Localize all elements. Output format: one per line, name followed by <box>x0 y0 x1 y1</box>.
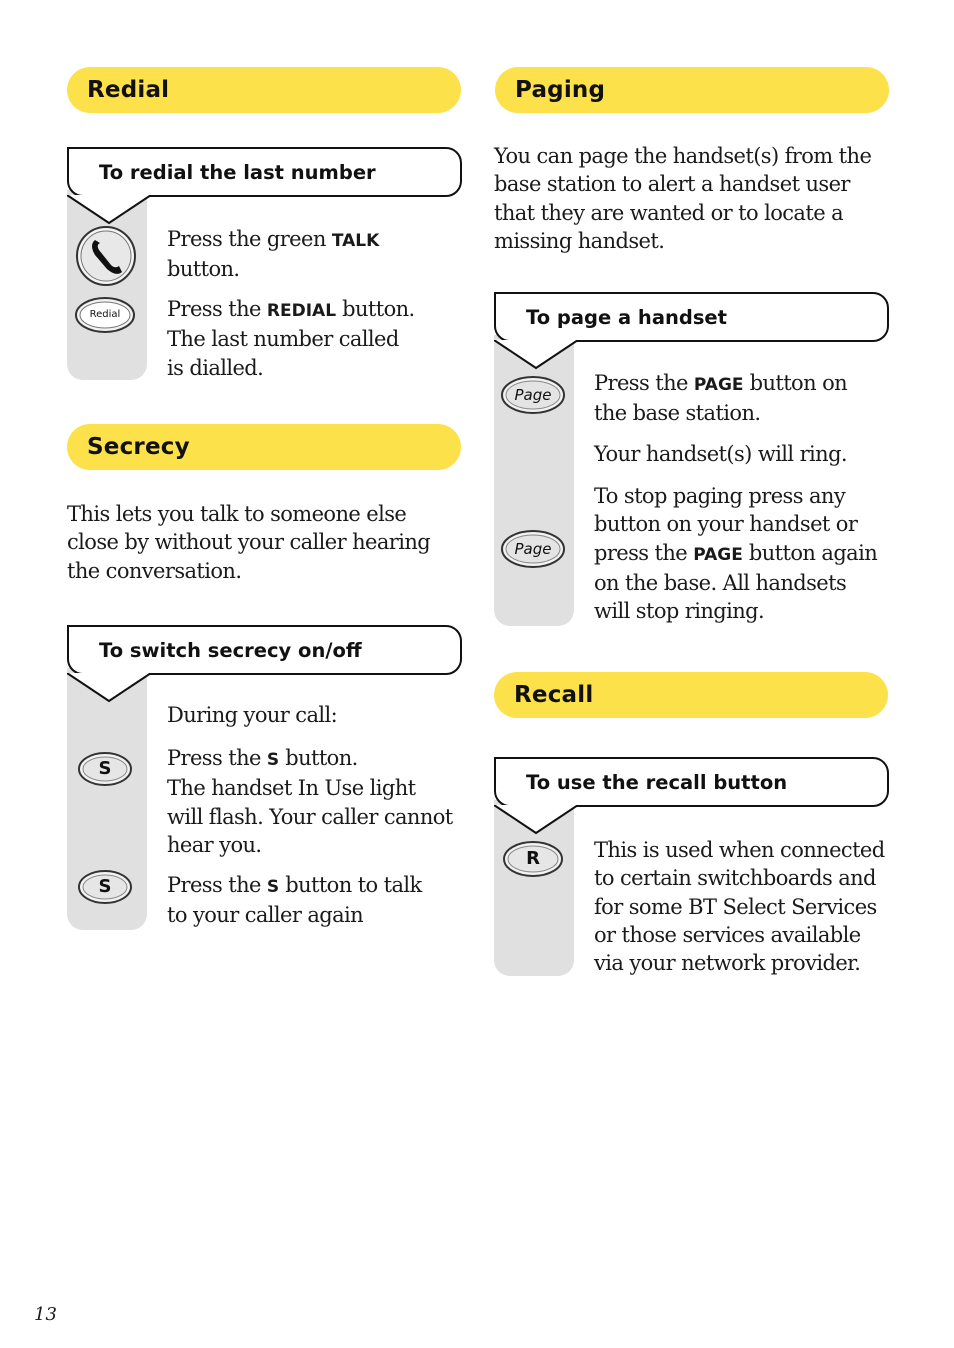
paging-intro: You can page the handset(s) from the base station to alert a handset user that they are wanted or to locate a missing handset. <box>494 144 872 253</box>
secrecy-heading-bar <box>67 424 461 470</box>
secrecy-intro: This lets you talk to someone else close by without your caller hearing the conversation. <box>67 502 431 583</box>
secrecy-step-header <box>67 625 462 675</box>
page-button-icon <box>500 375 566 415</box>
paging-step-title: To page a handset <box>526 305 727 329</box>
paging-step1: Press the PAGE button on the base station. <box>594 371 848 426</box>
page-number: 13 <box>34 1304 57 1325</box>
secrecy-step1: Press the S button. The handset In Use light will flash. Your caller cannot hear you. <box>167 746 453 857</box>
s-icon-label: S <box>98 758 112 779</box>
r-button-icon <box>502 840 564 878</box>
redial-button-icon <box>74 296 136 334</box>
secrecy-header-pointer <box>67 673 151 703</box>
redial-step1: Press the green TALK button. <box>167 227 380 282</box>
s-button-icon <box>77 751 133 787</box>
page-button-icon <box>500 529 566 569</box>
recall-heading: Recall <box>514 682 594 708</box>
paging-step3: To stop paging press any button on your handset or press the PAGE button again on the base. All handsets will stop ringing. <box>594 484 878 624</box>
secrecy-step2: Press the S button to talk to your caller again <box>167 873 422 928</box>
recall-header-pointer <box>494 805 578 835</box>
redial-heading: Redial <box>87 77 170 103</box>
redial-step-title: To redial the last number <box>99 160 376 184</box>
recall-heading-bar <box>494 672 888 718</box>
paging-header-pointer <box>494 340 578 370</box>
paging-heading: Paging <box>515 77 606 103</box>
redial-step2: Press the REDIAL button. The last number called is dialled. <box>167 297 415 380</box>
page-icon-label: Page <box>514 540 552 558</box>
paging-heading-bar <box>495 67 889 113</box>
paging-step2: Your handset(s) will ring. <box>594 442 848 466</box>
redial-icon-label: Redial <box>89 309 121 320</box>
secrecy-step0: During your call: <box>167 703 338 727</box>
r-icon-label: R <box>526 848 540 869</box>
redial-heading-bar <box>67 67 461 113</box>
secrecy-step-title: To switch secrecy on/off <box>99 638 362 662</box>
s-button-icon <box>77 869 133 905</box>
s-icon-label: S <box>98 876 112 897</box>
recall-step-header <box>494 757 889 807</box>
redial-step-header <box>67 147 462 197</box>
page-icon-label: Page <box>514 386 552 404</box>
paging-step-header <box>494 292 889 342</box>
talk-button-icon <box>75 225 137 287</box>
secrecy-heading: Secrecy <box>87 434 190 460</box>
recall-step-title: To use the recall button <box>526 770 788 794</box>
recall-text: This is used when connected to certain switchboards and for some BT Select Services or those services available via your network provider. <box>594 838 885 976</box>
redial-header-pointer <box>67 195 151 225</box>
